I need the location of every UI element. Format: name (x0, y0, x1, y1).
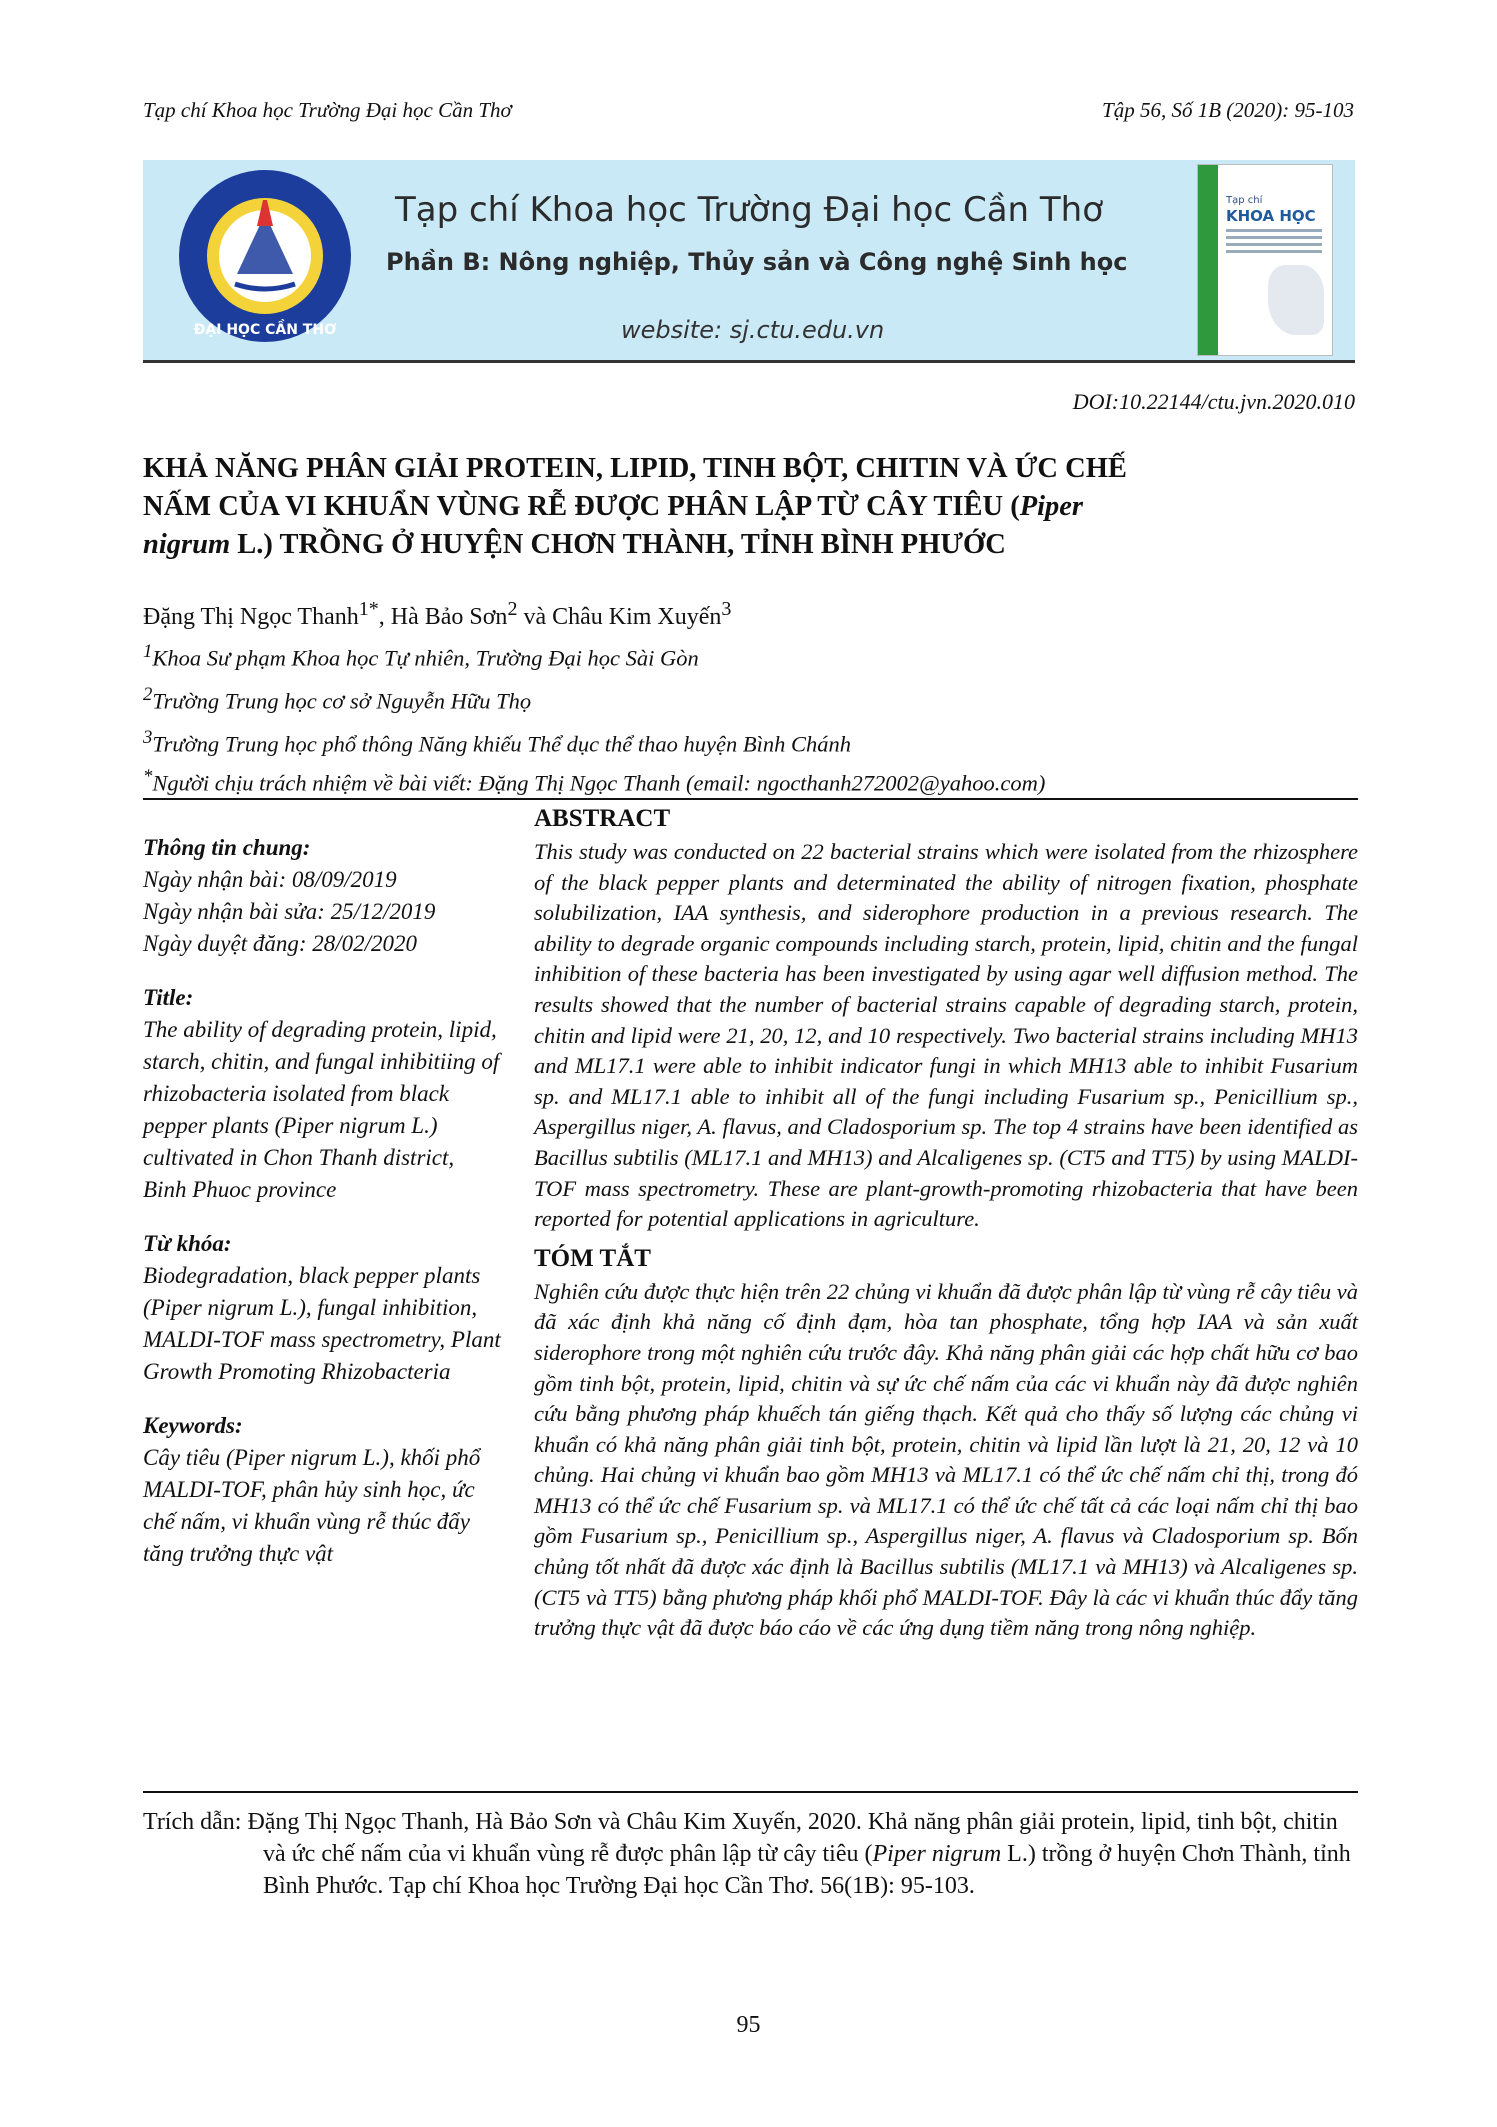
english-keywords (143, 1410, 503, 1570)
cover-label: Tạp chí (1226, 195, 1263, 206)
citation-text-end: L.) trồng ở huyện Chơn Thành, tỉnh Bình Phước. Tạp chí Khoa học Trường Đại học Cần Thơ. 56(1B): 95-103. (263, 1841, 1351, 1899)
title-heading: Title: (143, 985, 194, 1010)
general-info (143, 832, 503, 960)
cover-map-graphic (1268, 265, 1324, 335)
general-info-heading: Thông tin chung: (143, 835, 311, 860)
title-species-genus: Piper (1019, 491, 1084, 522)
cover-title: KHOA HỌC (1226, 207, 1316, 225)
abstract-heading: ABSTRACT (534, 805, 671, 832)
page-number: 95 (736, 2012, 761, 2038)
tukhoa-heading: Từ khóa: (143, 1231, 232, 1256)
citation-text: Trích dẫn: Đặng Thị Ngọc Thanh, Hà Bảo Sơn và Châu Kim Xuyến, 2020. Khả năng phân giải protein, lipid, tinh bột, chitin và ức chế nấm của vi khuẩn vùng rễ được phân lập từ cây tiêu ( (143, 1809, 1338, 1867)
author-3: Châu Kim Xuyến (552, 604, 722, 630)
affiliation-2: $^2$Trường Trung học cơ sở Nguyễn Hữu Thọ (143, 684, 532, 714)
running-header (143, 98, 1354, 123)
revised-date: Ngày nhận bài sửa: 25/12/2019 (143, 899, 436, 924)
title-species-epithet: nigrum (143, 529, 231, 560)
divider-bottom (143, 1791, 1358, 1793)
vietnamese-keywords (143, 1228, 503, 1388)
english-title-text: The ability of degrading protein, lipid, starch, chitin, and fungal inhibitiing of rhizobacteria isolated from black pepper plants (Piper nigrum L.) cultivated in Chon Thanh district, Binh Phuoc province (143, 1017, 500, 1202)
author-2: Hà Bảo Sơn (390, 604, 508, 630)
keywords-heading: Keywords: (143, 1413, 243, 1438)
author-separator: , (378, 604, 391, 630)
doi: DOI:10.22144/ctu.jvn.2020.010 (1072, 389, 1355, 414)
journal-running-title: Tạp chí Khoa học Trường Đại học Cần Thơ (143, 98, 512, 122)
svg-text:ĐẠI HỌC CẦN THƠ: ĐẠI HỌC CẦN THƠ (193, 322, 337, 338)
journal-title: Tạp chí Khoa học Trường Đại học Cần Thơ (395, 190, 1104, 230)
journal-cover-thumbnail (1197, 164, 1333, 356)
abstract-text: This study was conducted on 22 bacterial strains which were isolated from the rhizosphere of the black pepper plants and determinated the ability of nitrogen fixation, phosphate solubilization, IAA synthesis, and siderophore production in a previous research. The ability to degrade organic compounds including starch, protein, lipid, chitin and the fungal inhibition of these bacteria has been investigated by using agar well diffusion method. The results showed that the number of bacterial strains capable of degrading starch, protein, chitin and lipid were 21, 20, 12, and 10 respectively. Two bacterial strains including MH13 and ML17.1 were able to inhibit indicator fungi in which MH13 able to inhibit Fusarium sp. and ML17.1 able to inhibit all of the fungi including Fusarium sp., Penicillium sp., Aspergillus niger, A. flavus, and Cladosporium sp. The top 4 strains have been identified as Bacillus subtilis (ML17.1 and MH13) and Alcaligenes sp. (CT5 and TT5) by using MALDI-TOF mass spectrometry. These are plant-growth-promoting rhizobacteria that have been reported for potential applications in agriculture. (534, 839, 1358, 1232)
university-logo (175, 166, 355, 346)
title-line-1: KHẢ NĂNG PHÂN GIẢI PROTEIN, LIPID, TINH BỘT, CHITIN VÀ ỨC CHẾ (143, 453, 1127, 484)
accepted-date: Ngày duyệt đăng: 28/02/2020 (143, 931, 418, 956)
tomtat-heading: TÓM TẮT (534, 1244, 651, 1272)
citation-species: Piper nigrum (872, 1841, 1002, 1867)
divider-top (143, 798, 1358, 800)
affiliation-3: $^3$Trường Trung học phổ thông Năng khiếu Thể dục thể thao huyện Bình Chánh (143, 727, 852, 757)
tomtat-text: Nghiên cứu được thực hiện trên 22 chủng vi khuẩn đã được phân lập từ vùng rễ cây tiêu và đã xác định khả năng cố định đạm, hòa tan phosphate, tổng hợp IAA và sản xuất siderophore trong một nghiên cứu trước đây. Khả năng phân giải các hợp chất hữu cơ bao gồm tinh bột, protein, lipid, chitin và sự ức chế nấm của các vi khuẩn này đã được nghiên cứu bằng phương pháp khuếch tán giếng thạch. Kết quả cho thấy số lượng các chủng vi khuẩn có khả năng phân giải tinh bột, protein, chitin và lipid lần lượt là 21, 20, 12 và 10 chủng. Hai chủng vi khuẩn bao gồm MH13 và ML17.1 có thể ức chế nấm chỉ thị, trong đó MH13 có thể ức chế Fusarium sp. và ML17.1 có thể ức chế tất cả các loại nấm chỉ thị bao gồm Fusarium sp., Penicillium sp., Aspergillus niger, A. flavus và Cladosporium sp. Bốn chủng tốt nhất đã được xác định là Bacillus subtilis (ML17.1 và MH13) và Alcaligenes sp. (CT5 và TT5) bằng phương pháp khối phổ MALDI-TOF. Đây là các vi khuẩn thúc đẩy tăng trưởng thực vật đã được báo cáo về các ứng dụng tiềm năng trong nông nghiệp. (534, 1278, 1358, 1641)
corresponding-author: *Người chịu trách nhiệm về bài viết: Đặng Thị Ngọc Thanh (email: ngocthanh272002@yahoo.com) (143, 766, 1046, 796)
journal-banner (143, 160, 1355, 363)
author-1-affil: 1* (358, 598, 379, 620)
title-line-2: NẤM CỦA VI KHUẨN VÙNG RỄ ĐƯỢC PHÂN LẬP TỪ CÂY TIÊU ( (143, 491, 1020, 522)
volume-issue: Tập 56, Số 1B (2020): 95-103 (1102, 98, 1354, 122)
cover-green-strip (1198, 165, 1218, 355)
author-1: Đặng Thị Ngọc Thanh (143, 604, 359, 630)
title-line-3: L.) TRỒNG Ở HUYỆN CHƠN THÀNH, TỈNH BÌNH PHƯỚC (230, 529, 1006, 560)
cover-text-lines (1226, 229, 1322, 257)
english-title (143, 982, 503, 1206)
author-3-affil: 3 (721, 598, 732, 620)
author-separator: và (517, 604, 553, 630)
received-date: Ngày nhận bài: 08/09/2019 (143, 867, 397, 892)
affiliation-1: $^1$Khoa Sư phạm Khoa học Tự nhiên, Trường Đại học Sài Gòn (143, 641, 699, 671)
citation (143, 1806, 1358, 1902)
journal-section: Phần B: Nông nghiệp, Thủy sản và Công nghệ Sinh học (386, 248, 1128, 276)
article-title (143, 450, 1358, 564)
keywords-text: Cây tiêu (Piper nigrum L.), khối phổ MALDI-TOF, phân hủy sinh học, ức chế nấm, vi khuẩn vùng rễ thúc đẩy tăng trưởng thực vật (143, 1445, 481, 1566)
tukhoa-text: Biodegradation, black pepper plants (Piper nigrum L.), fungal inhibition, MALDI-TOF mass spectrometry, Plant Growth Promoting Rhizobacteria (143, 1263, 501, 1384)
journal-website: website: sj.ctu.edu.vn (621, 316, 885, 344)
author-list (143, 598, 731, 631)
author-2-affil: 2 (507, 598, 518, 620)
abstracts (534, 805, 1358, 1654)
article-info-sidebar (143, 832, 503, 1592)
